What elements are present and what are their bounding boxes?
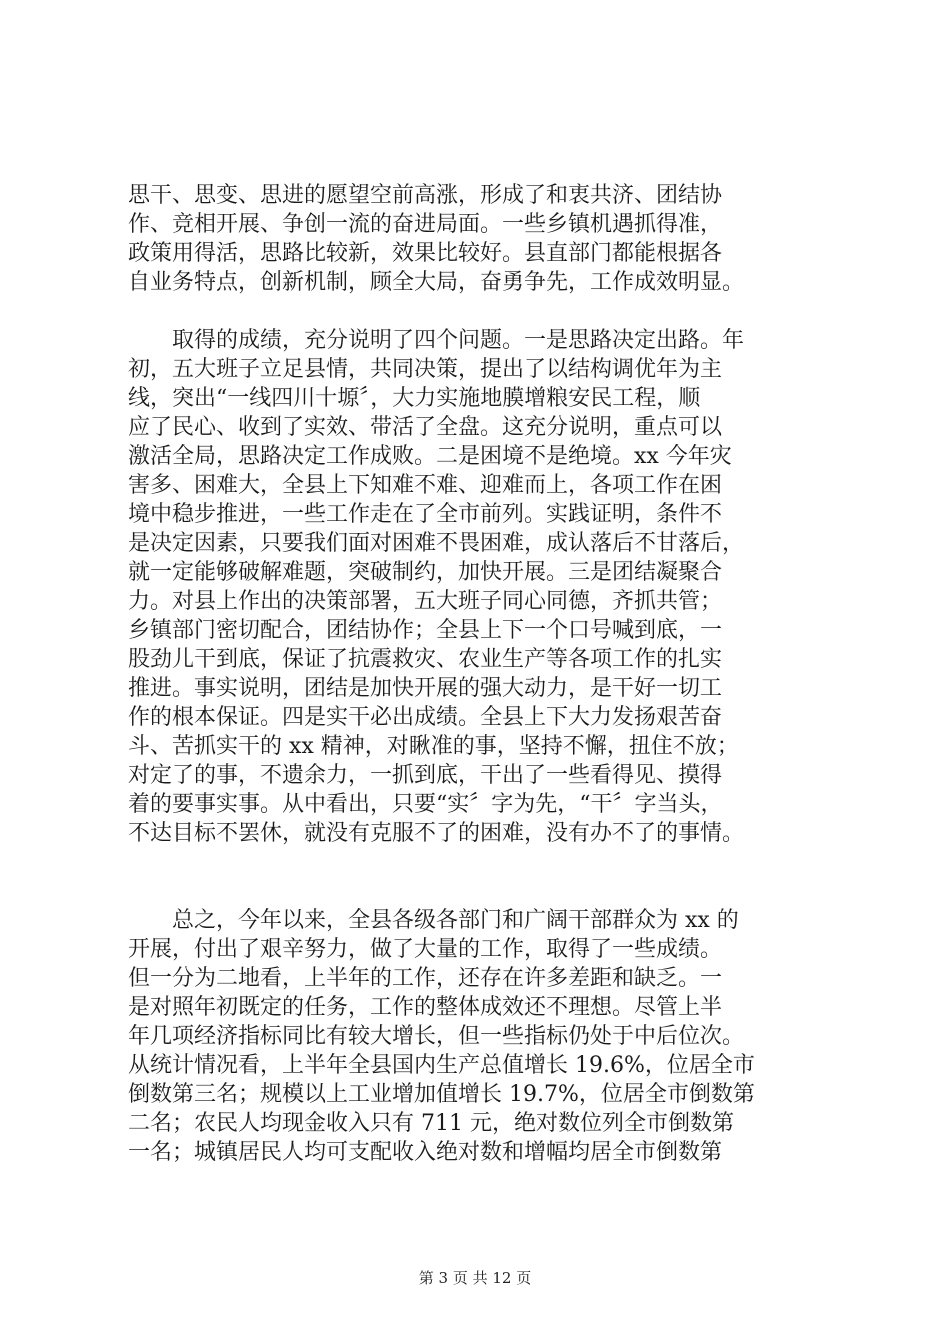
text-line: 是对照年初既定的任务，工作的整体成效还不理想。尽管上半 xyxy=(128,995,723,1020)
text-line: 二名；农民人均现金收入只有 711 元，绝对数位列全市倒数第 xyxy=(128,1111,734,1136)
text-line: 从统计情况看，上半年全县国内生产总值增长 19.6%，位居全市 xyxy=(128,1053,755,1078)
text-line: 激活全局，思路决定工作成败。二是困境不是绝境。xx 今年灾 xyxy=(128,444,732,469)
text-line: 境中稳步推进，一些工作走在了全市前列。实践证明，条件不 xyxy=(128,502,723,527)
paragraph-2 xyxy=(128,326,848,848)
text-line: 乡镇部门密切配合，团结协作；全县上下一个口号喊到底，一 xyxy=(128,618,723,643)
text-line: 作、竞相开展、争创一流的奋进局面。一些乡镇机遇抓得准， xyxy=(128,212,723,237)
text-line: 政策用得活，思路比较新，效果比较好。县直部门都能根据各 xyxy=(128,241,723,266)
text-line: 就一定能够破解难题，突破制约，加快开展。三是团结凝聚合 xyxy=(128,560,723,585)
paragraph-3 xyxy=(128,906,848,1167)
text-line: 初，五大班子立足县情，共同决策，提出了以结构调优年为主 xyxy=(128,357,723,382)
paragraph-1 xyxy=(128,181,848,297)
text-line: 着的要事实事。从中看出，只要“实〞字为先，“干〞字当头， xyxy=(128,792,723,817)
text-line: 害多、困难大，全县上下知难不难、迎难而上，各项工作在困 xyxy=(128,473,723,498)
text-line: 股劲儿干到底，保证了抗震救灾、农业生产等各项工作的扎实 xyxy=(128,647,723,672)
text-line: 应了民心、收到了实效、带活了全盘。这充分说明，重点可以 xyxy=(128,415,723,440)
text-line: 思干、思变、思进的愿望空前高涨，形成了和衷共济、团结协 xyxy=(128,183,723,208)
text-line: 取得的成绩，充分说明了四个问题。一是思路决定出路。年 xyxy=(128,328,745,353)
text-line: 总之，今年以来，全县各级各部门和广阔干部群众为 xx 的 xyxy=(128,908,739,933)
text-line: 力。对县上作出的决策部署，五大班子同心同德，齐抓共管； xyxy=(128,589,723,614)
text-line: 年几项经济指标同比有较大增长，但一些指标仍处于中后位次。 xyxy=(128,1024,745,1049)
text-line: 是决定因素，只要我们面对困难不畏困难，成认落后不甘落后， xyxy=(128,531,745,556)
text-line: 作的根本保证。四是实干必出成绩。全县上下大力发扬艰苦奋 xyxy=(128,705,723,730)
text-line: 对定了的事，不遗余力，一抓到底，干出了一些看得见、摸得 xyxy=(128,763,723,788)
text-line: 斗、苦抓实干的 xx 精神，对瞅准的事，坚持不懈，扭住不放； xyxy=(128,734,739,759)
text-line: 但一分为二地看，上半年的工作，还存在许多差距和缺乏。一 xyxy=(128,966,723,991)
page-number-footer: 第 3 页 共 12 页 xyxy=(418,1269,532,1287)
text-line: 自业务特点，创新机制，顾全大局，奋勇争先，工作成效明显。 xyxy=(128,270,745,295)
text-line: 倒数第三名；规模以上工业增加值增长 19.7%，位居全市倒数第 xyxy=(128,1082,755,1107)
text-line: 推进。事实说明，团结是加快开展的强大动力，是干好一切工 xyxy=(128,676,723,701)
text-line: 开展，付出了艰辛努力，做了大量的工作，取得了一些成绩。 xyxy=(128,937,723,962)
text-line: 线，突出“一线四川十塬〞，大力实施地膜增粮安民工程，顺 xyxy=(128,386,701,411)
text-line: 不达目标不罢休，就没有克服不了的困难，没有办不了的事情。 xyxy=(128,821,745,846)
text-line: 一名；城镇居民人均可支配收入绝对数和增幅均居全市倒数第 xyxy=(128,1140,723,1165)
